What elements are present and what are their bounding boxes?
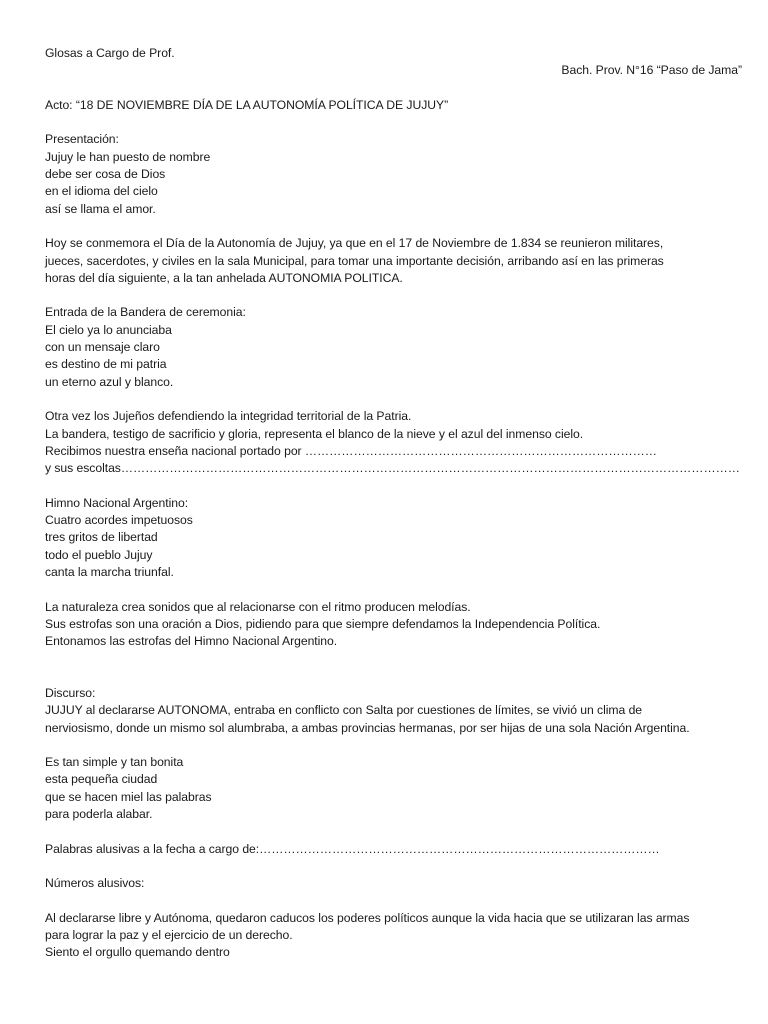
paragraph-line: nerviosismo, donde un mismo sol alumbraba, a ambas provincias hermanas, por ser hijas de una sola Nación Argentina. — [45, 720, 690, 735]
verse-line: canta la marcha triunfal. — [45, 564, 174, 579]
fill-in-line: Recibimos nuestra enseña nacional portado por …………………………………………………………………………… — [45, 443, 657, 458]
header-right: Bach. Prov. N°16 “Paso de Jama” — [561, 63, 742, 78]
verse-line: que se hacen miel las palabras — [45, 789, 212, 804]
verse-line: todo el pueblo Jujuy — [45, 547, 153, 562]
verse-line: Es tan simple y tan bonita — [45, 755, 184, 770]
paragraph-line: para lograr la paz y el ejercicio de un derecho. — [45, 928, 293, 943]
paragraph-line: jueces, sacerdotes, y civiles en la sala Municipal, para tomar una importante decisión, arribando así en las primeras — [45, 253, 664, 268]
verse-line: así se llama el amor. — [45, 201, 156, 216]
verse-line: en el idioma del cielo — [45, 184, 158, 199]
paragraph-line: La bandera, testigo de sacrificio y gloria, representa el blanco de la nieve y el azul del inmenso cielo. — [45, 426, 584, 441]
act-title: Acto: “18 DE NOVIEMBRE DÍA DE LA AUTONOMÍA POLÍTICA DE JUJUY” — [45, 97, 449, 112]
paragraph-line: Siento el orgullo quemando dentro — [45, 945, 230, 960]
verse-line: con un mensaje claro — [45, 340, 160, 355]
section-heading: Himno Nacional Argentino: — [45, 495, 189, 510]
section-heading: Entrada de la Bandera de ceremonia: — [45, 305, 246, 320]
verse-line: es destino de mi patria — [45, 357, 167, 372]
paragraph-line: Hoy se conmemora el Día de la Autonomía de Jujuy, ya que en el 17 de Noviembre de 1.834 se reunieron militares, — [45, 236, 664, 251]
paragraph-line: La naturaleza crea sonidos que al relacionarse con el ritmo producen melodías. — [45, 599, 471, 614]
verse-line: Jujuy le han puesto de nombre — [45, 149, 211, 164]
verse-line: El cielo ya lo anunciaba — [45, 322, 172, 337]
verse-line: tres gritos de libertad — [45, 530, 158, 545]
verse-line: Cuatro acordes impetuosos — [45, 513, 193, 528]
paragraph-line: Sus estrofas son una oración a Dios, pidiendo para que siempre defendamos la Independencia Política. — [45, 616, 601, 631]
verse-line: un eterno azul y blanco. — [45, 374, 174, 389]
section-heading: Discurso: — [45, 685, 96, 700]
fill-in-line: y sus escoltas……………………………………………………………………………………………………………………………………… — [45, 461, 740, 476]
section-heading: Números alusivos: — [45, 876, 145, 891]
section-heading: Presentación: — [45, 132, 119, 147]
verse-line: esta pequeña ciudad — [45, 772, 158, 787]
header-left: Glosas a Cargo de Prof. — [45, 46, 175, 60]
fill-in-line: Palabras alusivas a la fecha a cargo de:……………………………………………………………………………………… — [45, 841, 660, 856]
paragraph-line: horas del día siguiente, a la tan anhelada AUTONOMIA POLITICA. — [45, 270, 403, 285]
paragraph-line: Entonamos las estrofas del Himno Nacional Argentino. — [45, 634, 338, 649]
document-body — [45, 45, 742, 962]
verse-line: para poderla alabar. — [45, 807, 153, 822]
paragraph-line: JUJUY al declararse AUTONOMA, entraba en conflicto con Salta por cuestiones de límites, se vivió un clima de — [45, 703, 643, 718]
paragraph-line: Otra vez los Jujeños defendiendo la integridad territorial de la Patria. — [45, 409, 412, 424]
verse-line: debe ser cosa de Dios — [45, 167, 166, 182]
paragraph-line: Al declararse libre y Autónoma, quedaron caducos los poderes políticos aunque la vida hacia que se utilizaran las armas — [45, 910, 690, 925]
